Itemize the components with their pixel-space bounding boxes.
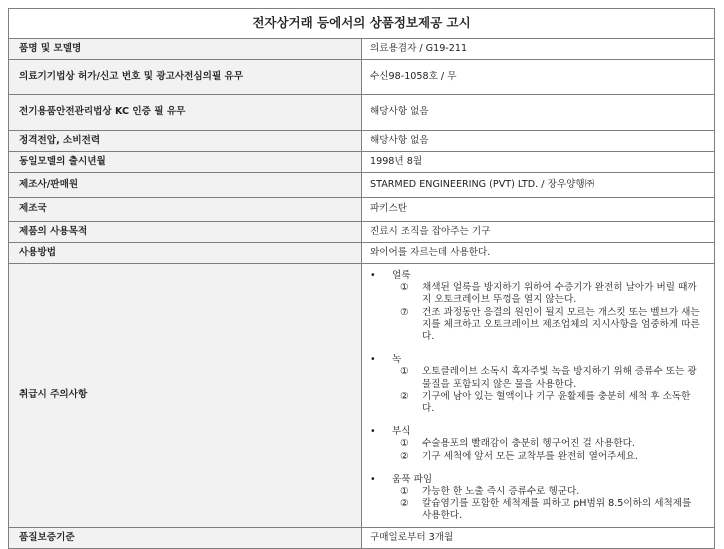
table-row	[9, 60, 715, 95]
row-label-manufacturer: 제조사/판매원	[9, 173, 362, 198]
section-title: 얼룩	[392, 270, 411, 281]
precautions-content	[362, 264, 715, 528]
item-text: 채색된 얼룩을 방지하기 위하여 수증기가 완전히 날아가 버릴 때까지 오토크레이브 뚜껑을 열지 않는다.	[422, 282, 697, 306]
table-row	[9, 95, 715, 131]
item-number: ②	[400, 498, 409, 510]
section-title: 녹	[392, 354, 402, 366]
item-number: ②	[400, 390, 409, 402]
precaution-section-rust	[370, 354, 706, 415]
precaution-section-pitting	[370, 474, 706, 523]
table-row	[9, 198, 715, 222]
bullet-icon: •	[370, 270, 376, 281]
row-value-product-model: 의료용겸자 / G19-211	[362, 39, 715, 60]
table-row	[9, 131, 715, 152]
item-number: ①	[400, 282, 409, 294]
section-title: 부식	[392, 426, 411, 438]
row-label-release-date: 동일모델의 출시년월	[9, 152, 362, 173]
row-label-warranty: 품질보증기준	[9, 527, 362, 548]
table-row	[9, 39, 715, 60]
list-item	[400, 438, 702, 450]
row-value-usage: 와이어를 자르는데 사용한다.	[362, 243, 715, 264]
product-info-notice	[8, 8, 715, 549]
row-label-permit-number: 의료기기법상 허가/신고 번호 및 광고사전심의필 유무	[9, 60, 362, 95]
row-value-release-date: 1998년 8월	[362, 152, 715, 173]
row-value-permit-number: 수신98-1058호 / 무	[362, 60, 715, 95]
row-label-precautions: 취급시 주의사항	[9, 264, 362, 528]
list-item	[400, 498, 702, 522]
row-value-voltage: 해당사항 없음	[362, 131, 715, 152]
table-row	[9, 222, 715, 243]
table-row	[9, 152, 715, 173]
section-title: 움푹 파임	[392, 473, 433, 485]
precaution-section-corrosion	[370, 426, 706, 463]
bullet-icon: •	[370, 426, 376, 438]
item-number: ①	[400, 438, 409, 450]
table-row	[9, 243, 715, 264]
row-value-country: 파키스탄	[362, 198, 715, 222]
table-row	[9, 264, 715, 528]
row-label-voltage: 정격전압, 소비전력	[9, 131, 362, 152]
bullet-icon: •	[370, 354, 376, 366]
row-value-kc-cert: 해당사항 없음	[362, 95, 715, 131]
item-number: ①	[400, 366, 409, 378]
list-item	[400, 366, 702, 390]
row-value-purpose: 진료시 조직을 잡아주는 기구	[362, 222, 715, 243]
row-label-usage: 사용방법	[9, 243, 362, 264]
item-text: 칼슘염기를 포함한 세척제를 피하고 pH범위 8.5이하의 세척제를 사용한다.	[422, 498, 692, 522]
item-number: ⑦	[400, 306, 409, 318]
list-item	[400, 307, 702, 344]
row-label-purpose: 제품의 사용목적	[9, 222, 362, 243]
table-row	[9, 527, 715, 548]
list-item	[400, 282, 702, 306]
item-text: 기구 세척에 앞서 모든 교착부를 완전히 열어주세요.	[422, 450, 638, 462]
bullet-icon: •	[370, 473, 376, 485]
item-number: ①	[400, 486, 409, 498]
row-label-country: 제조국	[9, 198, 362, 222]
row-label-kc-cert: 전기용품안전관리법상 KC 인증 필 유무	[9, 95, 362, 131]
table-row	[9, 173, 715, 198]
item-text: 수술용포의 빨래감이 충분히 헹구어진 걸 사용한다.	[422, 438, 635, 450]
list-item	[400, 451, 702, 463]
item-text: 가능한 한 노출 즉시 증류수로 헹군다.	[422, 486, 580, 498]
list-item	[400, 486, 702, 498]
row-value-warranty: 구매일로부터 3개월	[362, 527, 715, 548]
list-item	[400, 391, 702, 415]
item-text: 오토클레이브 소독시 흑자주빛 녹을 방지하기 위해 증류수 또는 광물질을 포함되지 않은 물을 사용한다.	[422, 366, 697, 390]
row-label-product-model: 품명 및 모델명	[9, 39, 362, 60]
table-title: 전자상거래 등에서의 상품정보제공 고시	[9, 9, 715, 39]
item-text: 건조 과정동안 응결의 원인이 될지 모르는 개스킷 또는 벨브가 새는지를 체크하고 오토크레이브 제조업체의 지시사항을 엄중하게 따른다.	[422, 306, 700, 343]
item-text: 기구에 남아 있는 혈액이나 기구 윤활제를 충분히 세척 후 소독한다.	[422, 390, 691, 415]
info-table	[8, 8, 715, 549]
item-number: ②	[400, 450, 409, 462]
precaution-section-stain	[370, 270, 706, 343]
row-value-manufacturer: STARMED ENGINEERING (PVT) LTD. / 장우양행㈜	[362, 173, 715, 198]
